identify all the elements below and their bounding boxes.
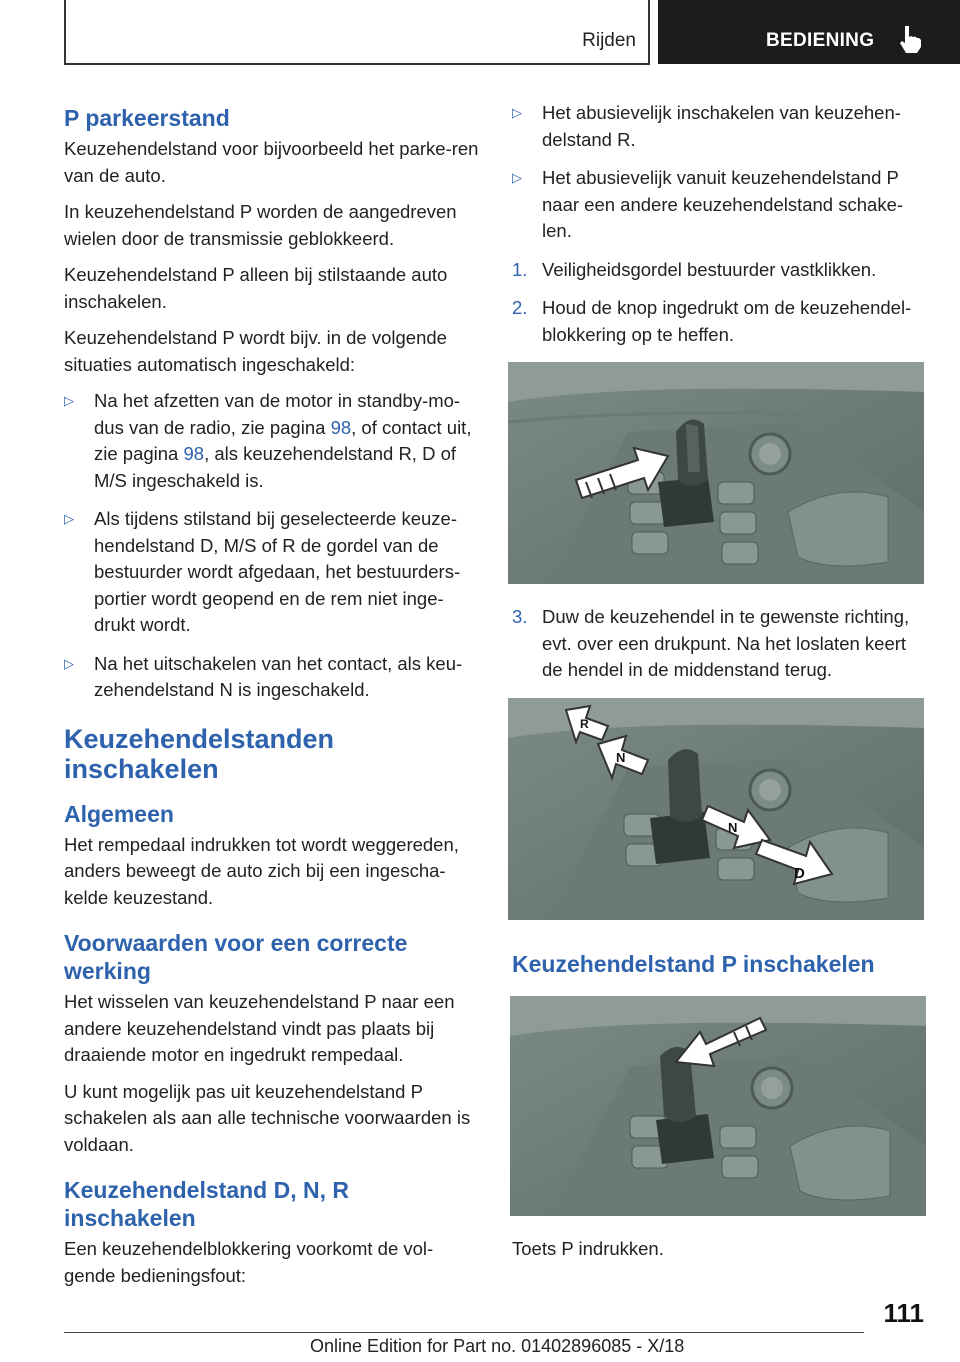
heading-voorwaarden xyxy=(64,929,484,985)
paragraph: Het rempedaal indrukken tot wordt weggereden, anders beweegt de auto zich bij een ingescha-kelde keuzestand. xyxy=(64,833,459,908)
footer-rule xyxy=(64,1332,864,1333)
paragraph: Het wisselen van keuzehendelstand P naar een andere keuzehendelstand vindt pas plaats bij draaiende motor en ingedrukt rempedaal. xyxy=(64,991,455,1065)
gear-selector-p-button-illustration xyxy=(510,996,926,1216)
bullet-list xyxy=(64,388,484,704)
triangle-bullet-icon: ▷ xyxy=(64,655,74,671)
right-column xyxy=(512,100,928,1272)
triangle-bullet-icon: ▷ xyxy=(512,170,522,185)
list-item-text: , als keuzehendelstand R, D of M/S ingeschakeld is. xyxy=(94,443,457,491)
heading-line: inschakelen xyxy=(64,1205,196,1231)
heading-line: Keuzehendelstand D, N, R xyxy=(64,1177,349,1203)
section-title: Rijden xyxy=(582,30,636,51)
header-bottom-rule xyxy=(64,63,650,65)
list-item-text: Het abusievelijk vanuit keuzehendelstand P naar een andere keuzehendelstand schake-len. xyxy=(542,167,904,241)
step-text: Duw de keuzehendel in te gewenste richting, evt. over een drukpunt. Na het loslaten keert de hendel in de middenstand terug. xyxy=(542,606,910,680)
triangle-bullet-icon: ▷ xyxy=(64,393,74,408)
paragraph: Keuzehendelstand P wordt bijv. in de volgende situaties automatisch ingeschakeld: xyxy=(64,327,447,375)
list-item-text: Na het uitschakelen van het contact, als keu-zehendelstand N is ingeschakeld. xyxy=(94,652,463,700)
heading-p-inschakelen: Keuzehendelstand P inschakelen xyxy=(512,950,875,977)
heading-dnr xyxy=(64,1176,484,1232)
chapter-tab[interactable] xyxy=(658,0,960,64)
direction-label: N xyxy=(616,749,626,765)
step-number: 3. xyxy=(512,606,528,627)
paragraph: Keuzehendelstand P alleen bij stilstaande auto inschakelen. xyxy=(64,264,448,312)
direction-label: D xyxy=(794,864,805,882)
heading-p-parkeerstand: P parkeerstand xyxy=(64,105,230,131)
heading-line: Keuzehendelstanden xyxy=(64,723,335,754)
step-number: 2. xyxy=(512,297,528,318)
chapter-title: BEDIENING xyxy=(766,30,875,51)
heading-keuzehendelstanden xyxy=(64,724,484,784)
direction-label: R xyxy=(580,716,589,731)
hand-pointer-icon xyxy=(896,24,924,54)
step-text: Veiligheidsgordel bestuurder vastklikken. xyxy=(542,258,877,280)
triangle-bullet-icon: ▷ xyxy=(512,105,522,120)
page-number: 111 xyxy=(883,1298,924,1328)
direction-label: N xyxy=(728,819,738,835)
edition-text: Online Edition for Part no. 01402896085 - X/18 xyxy=(310,1336,685,1356)
list-item-text: , of contact uit, zie pagina xyxy=(94,416,472,464)
list-item xyxy=(64,506,484,639)
list-item xyxy=(512,100,928,153)
page-link[interactable]: 98 xyxy=(330,416,352,438)
paragraph: Een keuzehendelblokkering voorkomt de vol-gende bedieningsfout: xyxy=(64,1238,434,1286)
bullet-list xyxy=(512,100,928,245)
gear-selector-directions-illustration xyxy=(508,698,924,920)
step-text: Houd de knop ingedrukt om de keuzehendel-blokkering op te heffen. xyxy=(542,297,912,345)
paragraph: In keuzehendelstand P worden de aangedreven wielen door de transmissie geblokkeerd. xyxy=(64,201,457,249)
header-left-rule xyxy=(64,0,66,64)
step-2 xyxy=(512,295,928,348)
page-header xyxy=(0,0,960,66)
gear-selector-unlock-illustration xyxy=(508,362,924,584)
triangle-bullet-icon: ▷ xyxy=(64,511,74,526)
step-number: 1. xyxy=(512,258,528,280)
heading-line: werking xyxy=(64,958,151,984)
heading-line: inschakelen xyxy=(64,753,219,784)
step-3 xyxy=(512,604,928,684)
list-item-text: Na het afzetten van de motor in standby-mo-dus van de radio, zie pagina xyxy=(94,390,461,438)
list-item-text: Het abusievelijk inschakelen van keuzehen-delstand R. xyxy=(542,102,901,150)
heading-algemeen: Algemeen xyxy=(64,800,174,827)
left-column xyxy=(64,100,484,1299)
paragraph: U kunt mogelijk pas uit keuzehendelstand P schakelen als aan alle technische voorwaarden is voldaan. xyxy=(64,1080,471,1155)
header-divider xyxy=(648,0,650,64)
list-item xyxy=(64,651,484,704)
page-link[interactable]: 98 xyxy=(183,443,205,464)
heading-line: Voorwaarden voor een correcte xyxy=(64,930,408,956)
list-item xyxy=(64,388,484,494)
step-1 xyxy=(512,257,928,284)
list-item-text: Als tijdens stilstand bij geselecteerde keuze-hendelstand D, M/S of R de gordel van de bestuurder wordt afgedaan, het bestuurders-portier wordt geopend en de rem niet inge-drukt wordt. xyxy=(94,508,461,635)
list-item xyxy=(512,165,928,245)
paragraph: Keuzehendelstand voor bijvoorbeeld het parke-ren van de auto. xyxy=(64,138,479,186)
paragraph: Toets P indrukken. xyxy=(512,1237,664,1259)
